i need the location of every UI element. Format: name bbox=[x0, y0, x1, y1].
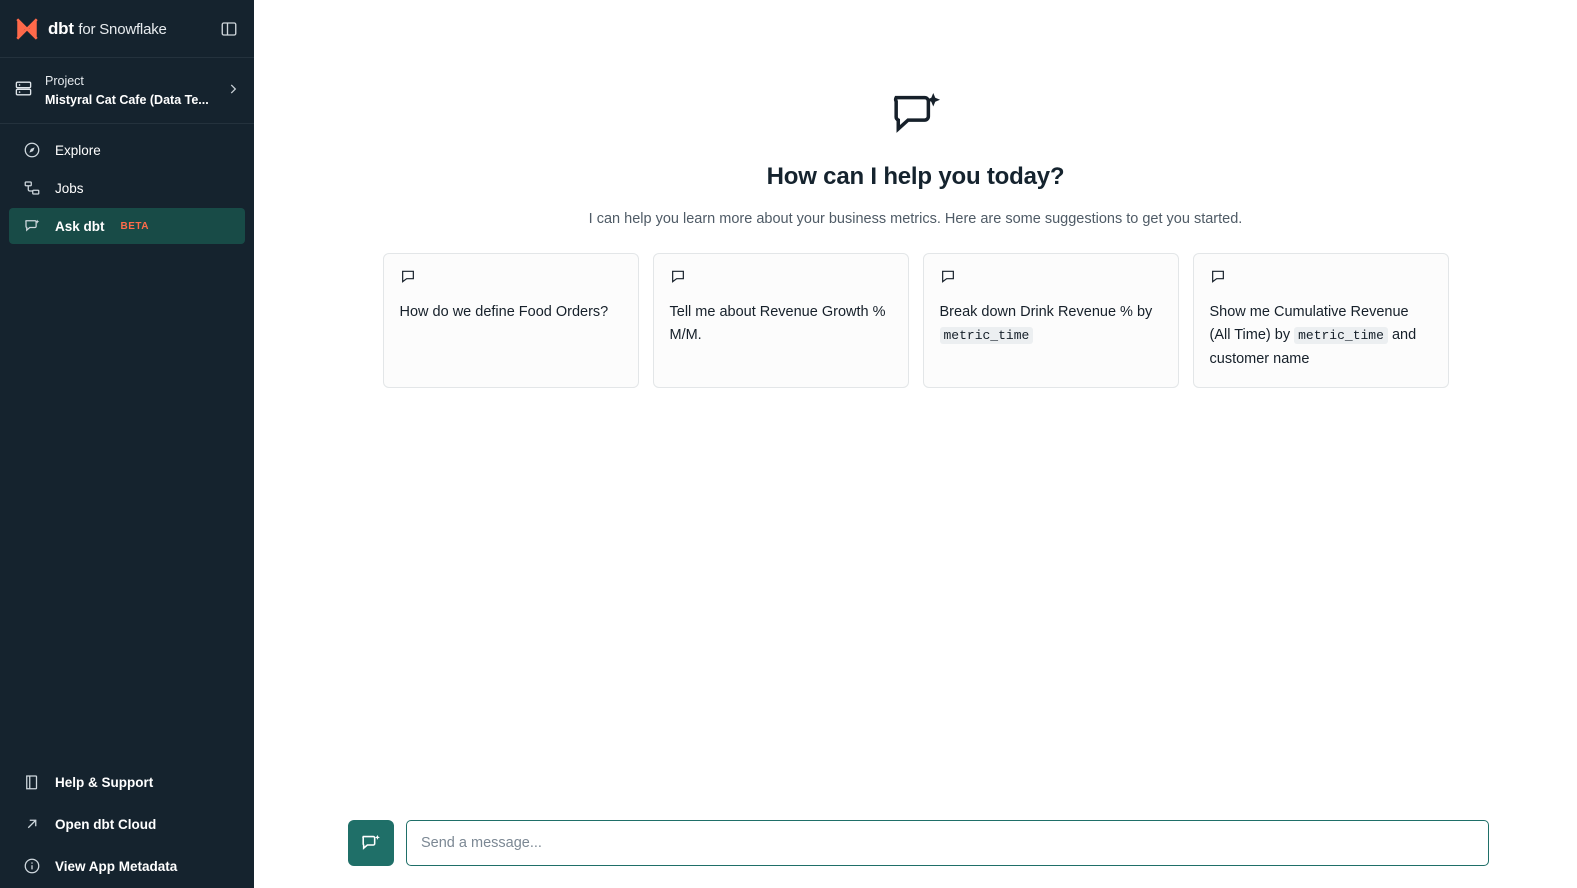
ask-dbt-icon bbox=[23, 217, 41, 235]
sidebar-item-open-dbt-cloud[interactable] bbox=[9, 806, 245, 842]
suggestion-card[interactable] bbox=[653, 253, 909, 388]
sidebar-item-ask-dbt[interactable] bbox=[9, 208, 245, 244]
external-link-icon bbox=[23, 815, 41, 833]
page-title: How can I help you today? bbox=[766, 163, 1065, 190]
sidebar-item-explore[interactable] bbox=[9, 132, 245, 168]
status-badge: BETA bbox=[120, 220, 149, 232]
chat-empty-state bbox=[254, 0, 1577, 388]
page-subtitle: I can help you learn more about your business metrics. Here are some suggestions to get you started. bbox=[588, 211, 1243, 227]
suggestion-text-part: Tell me about Revenue Growth % M/M. bbox=[669, 304, 886, 344]
suggestion-code-token: metric_time bbox=[940, 327, 1034, 344]
suggestion-card[interactable] bbox=[383, 253, 639, 388]
chat-bubble-icon bbox=[1210, 268, 1432, 289]
chat-bubble-icon bbox=[670, 268, 892, 289]
sidebar-item-jobs[interactable] bbox=[9, 170, 245, 206]
brand[interactable] bbox=[14, 16, 167, 42]
message-input[interactable] bbox=[406, 820, 1489, 866]
panel-collapse-icon[interactable] bbox=[218, 18, 240, 40]
sidebar-item-help-support[interactable] bbox=[9, 764, 245, 800]
book-icon bbox=[23, 773, 41, 791]
suggestion-text bbox=[1210, 301, 1432, 371]
sidebar bbox=[0, 0, 254, 888]
sidebar-item-label: Help & Support bbox=[55, 774, 154, 790]
chevron-right-icon bbox=[226, 82, 240, 99]
suggestion-text-part: and customer name bbox=[1209, 327, 1417, 367]
suggestion-text-part: Break down Drink Revenue % by bbox=[939, 304, 1153, 320]
chat-bubble-icon bbox=[940, 268, 1162, 289]
project-label: Project bbox=[45, 73, 84, 88]
suggestion-card[interactable] bbox=[1193, 253, 1449, 388]
suggestion-code-token: metric_time bbox=[1294, 327, 1388, 344]
chat-sparkle-icon bbox=[888, 86, 944, 147]
sidebar-item-view-app-metadata[interactable] bbox=[9, 848, 245, 884]
database-icon bbox=[14, 79, 33, 103]
suggestion-text bbox=[400, 301, 622, 324]
chat-bubble-icon bbox=[400, 268, 622, 289]
sidebar-nav bbox=[0, 124, 254, 244]
sidebar-footer bbox=[0, 764, 254, 888]
message-composer bbox=[254, 820, 1577, 866]
sidebar-item-label: View App Metadata bbox=[55, 858, 178, 874]
brand-name: dbt bbox=[48, 18, 74, 38]
new-chat-icon[interactable] bbox=[348, 820, 394, 866]
suggestion-list bbox=[383, 253, 1449, 388]
suggestion-card[interactable] bbox=[923, 253, 1179, 388]
suggestion-text bbox=[940, 301, 1162, 348]
sidebar-item-label: Ask dbt bbox=[55, 218, 105, 234]
suggestion-text-part: Show me Cumulative Revenue (All Time) by bbox=[1209, 304, 1409, 344]
sidebar-header bbox=[0, 0, 254, 57]
project-name: Mistyral Cat Cafe (Data Te... bbox=[45, 92, 209, 107]
main-content bbox=[254, 0, 1577, 888]
jobs-icon bbox=[23, 179, 41, 197]
compass-icon bbox=[23, 141, 41, 159]
info-icon bbox=[23, 857, 41, 875]
brand-text bbox=[48, 19, 167, 39]
sidebar-item-label: Open dbt Cloud bbox=[55, 816, 157, 832]
sidebar-item-label: Explore bbox=[55, 142, 101, 158]
project-texts bbox=[45, 72, 214, 110]
suggestion-text-part: How do we define Food Orders? bbox=[399, 304, 609, 320]
dbt-logo-icon bbox=[14, 16, 40, 42]
project-selector[interactable] bbox=[0, 57, 254, 124]
brand-suffix: for Snowflake bbox=[78, 20, 167, 38]
suggestion-text bbox=[670, 301, 892, 348]
sidebar-item-label: Jobs bbox=[55, 180, 84, 196]
